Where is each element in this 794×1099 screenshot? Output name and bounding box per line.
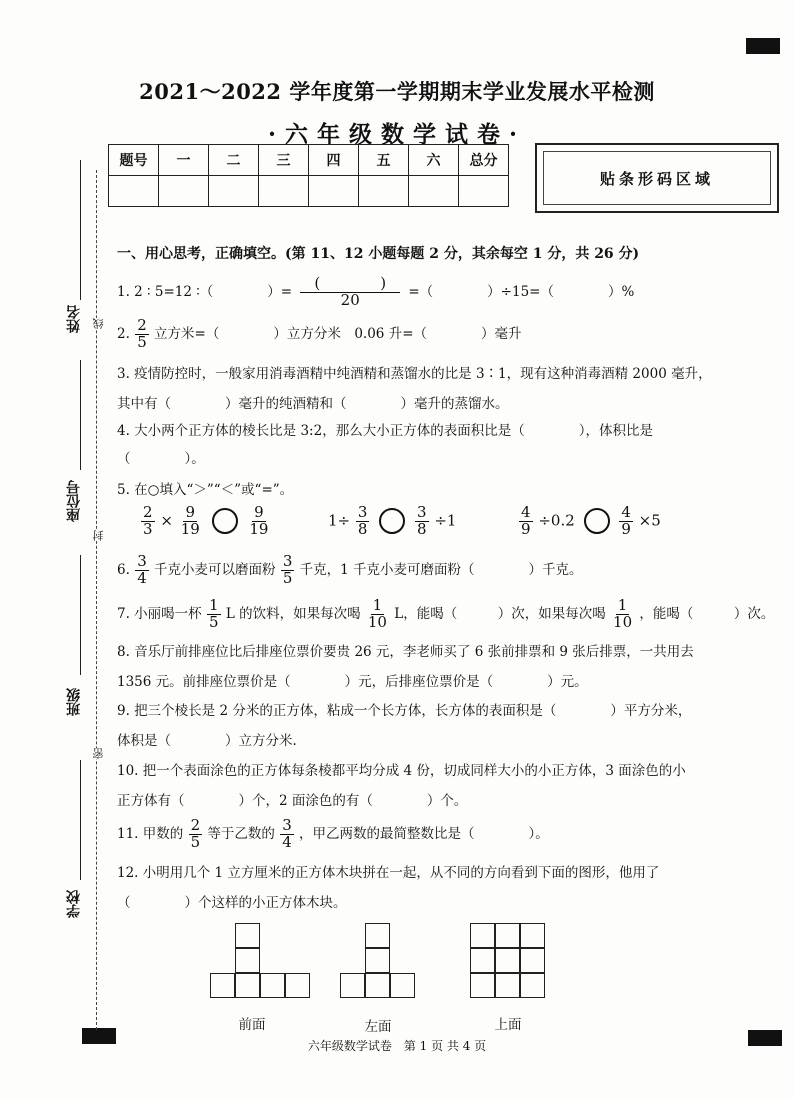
- denominator: 5: [190, 832, 201, 851]
- grid-cell: [470, 973, 495, 998]
- grid-cell: [235, 973, 260, 998]
- q2-text: 立方米=（ ）立方分米 0.06 升=（ ）毫升: [154, 325, 522, 342]
- question-8: [117, 641, 694, 693]
- score-table-header: 六: [409, 145, 459, 176]
- denominator: 9: [521, 519, 531, 538]
- cut-line-label-feng: 封: [92, 530, 105, 541]
- q1-denominator: 20: [340, 290, 360, 309]
- class-label: 班级: [66, 688, 82, 716]
- operator: ×: [160, 511, 173, 530]
- q7-fraction-3: [611, 598, 634, 631]
- score-cell[interactable]: [109, 176, 159, 207]
- q1-fraction: [300, 276, 400, 309]
- q10-line-1: 10. 把一个表面涂色的正方体每条棱都平均分成 4 份，切成同样大小的小正方体，3 面涂色的小: [117, 763, 686, 779]
- grid-cell: [520, 973, 545, 998]
- barcode-area: [535, 143, 779, 213]
- grid-cell: [235, 923, 260, 948]
- score-cell[interactable]: [459, 176, 509, 207]
- numerator: 3: [282, 816, 292, 834]
- left-view-figure: [340, 923, 415, 1001]
- seat-number-label: 座位号: [66, 480, 82, 522]
- q2-fraction: [135, 318, 149, 351]
- school-label: 学校: [66, 890, 82, 918]
- q5e1-fraction-3: [247, 505, 270, 538]
- front-view-figure: [210, 923, 310, 1001]
- denominator: 5: [208, 612, 219, 631]
- question-5: [117, 479, 293, 501]
- score-table: [108, 144, 509, 207]
- score-cell[interactable]: [309, 176, 359, 207]
- score-cell[interactable]: [259, 176, 309, 207]
- question-4: [117, 420, 653, 470]
- denominator: 10: [367, 612, 387, 631]
- score-table-header: 五: [359, 145, 409, 176]
- score-table-header: 题号: [109, 145, 159, 176]
- score-table-header: 总分: [459, 145, 509, 176]
- compare-circle-2[interactable]: [379, 508, 405, 534]
- registration-mark-top-right: [746, 38, 780, 54]
- class-field-line[interactable]: [80, 555, 81, 675]
- question-6: [117, 554, 583, 587]
- denominator: 8: [357, 519, 368, 538]
- top-view-label: 上面: [494, 1017, 522, 1033]
- q7-text-b: L 的饮料，如果每次喝: [225, 605, 361, 622]
- compare-circle-1[interactable]: [212, 508, 238, 534]
- q12-line-2: （ ）个这样的小正方体木块。: [117, 895, 347, 911]
- grid-cell: [495, 973, 520, 998]
- q11-fraction-2: [280, 818, 294, 851]
- cut-line-label-xian: 线: [92, 318, 105, 329]
- q7-text-a: 7. 小丽喝一杯: [117, 605, 202, 622]
- q4-line-2: （ ）。: [117, 451, 205, 467]
- denominator: 9: [621, 519, 631, 538]
- q7-text-c: L，能喝（ ）次，如果每次喝: [394, 605, 606, 622]
- grid-cell: [470, 948, 495, 973]
- grid-cell: [520, 948, 545, 973]
- grid-cell: [390, 973, 415, 998]
- q6-text-a: 千克小麦可以磨面粉: [154, 561, 276, 578]
- q3-line-2: 其中有（ ）毫升的纯酒精和（ ）毫升的蒸馏水。: [117, 396, 509, 412]
- question-3: [117, 363, 712, 415]
- q12-line-1: 12. 小明用几个 1 立方厘米的正方体木块拼在一起，从不同的方向看到下面的图形，他用了: [117, 865, 660, 881]
- q11-text-b: 等于乙数的: [207, 825, 275, 842]
- cut-line-label-mi: 密: [92, 748, 105, 759]
- q11-text-c: ，甲乙两数的最简整数比是（ ）。: [299, 825, 549, 842]
- q6-fraction-2: [281, 554, 295, 587]
- barcode-label: 贴条形码区域: [543, 151, 771, 205]
- q2-denominator: 5: [137, 332, 147, 351]
- numerator: 1: [372, 596, 383, 614]
- numerator: 2: [190, 816, 201, 834]
- numerator: 1: [208, 596, 219, 614]
- score-cell[interactable]: [359, 176, 409, 207]
- q5-expression-3: [518, 505, 661, 538]
- name-label: 姓名: [66, 305, 82, 333]
- denominator: 5: [282, 568, 293, 587]
- q1-text-b: =（ ）÷15=（ ）%: [408, 283, 635, 300]
- q8-line-1: 8. 音乐厅前排座位比后排座位票价要贵 26 元，李老师买了 6 张前排票和 9 张后排票，一共用去: [117, 644, 694, 660]
- numerator: 9: [185, 503, 195, 521]
- q2-number: 2.: [117, 325, 130, 342]
- seat-field-line[interactable]: [80, 360, 81, 470]
- denominator: 4: [282, 832, 292, 851]
- score-table-header-row: [109, 145, 509, 176]
- denominator: 3: [143, 519, 153, 538]
- question-7: [117, 598, 774, 631]
- q4-line-1: 4. 大小两个正方体的棱长比是 3:2，那么大小正方体的表面积比是（ ），体积比是: [117, 423, 653, 439]
- score-table-header: 二: [209, 145, 259, 176]
- q11-fraction-1: [189, 818, 203, 851]
- expression-suffix: ÷1: [434, 511, 457, 530]
- q6-fraction-1: [135, 554, 149, 587]
- q6-number: 6.: [117, 561, 130, 578]
- numerator: 4: [521, 503, 531, 521]
- q11-text-a: 11. 甲数的: [117, 825, 184, 842]
- score-cell[interactable]: [159, 176, 209, 207]
- numerator: 4: [621, 503, 631, 521]
- exam-title: 2021～2022 学年度第一学期期末学业发展水平检测: [139, 79, 655, 104]
- expression-middle: ÷0.2: [538, 511, 575, 530]
- school-field-line[interactable]: [80, 760, 81, 880]
- score-cell[interactable]: [209, 176, 259, 207]
- q5e1-fraction-2: [179, 505, 202, 538]
- q2-numerator: 2: [137, 316, 147, 334]
- grid-cell: [495, 948, 520, 973]
- q3-line-1: 3. 疫情防控时，一般家用消毒酒精中纯酒精和蒸馏水的比是 3∶1，现有这种消毒酒精 2000 毫升，: [117, 366, 712, 382]
- denominator: 10: [613, 612, 633, 631]
- expression-prefix: 1÷: [328, 511, 351, 530]
- numerator: 2: [143, 503, 153, 521]
- q5-instruction: 5. 在○填入“＞”“＜”或“=”。: [117, 482, 294, 498]
- front-view-label: 前面: [238, 1017, 266, 1033]
- q5e2-fraction-1: [356, 505, 370, 538]
- grid-cell: [365, 973, 390, 998]
- question-9: [117, 700, 691, 752]
- score-table-score-row: [109, 176, 509, 207]
- score-table-header: 四: [309, 145, 359, 176]
- name-field-line[interactable]: [80, 160, 81, 300]
- binding-line: [96, 170, 97, 1030]
- numerator: 3: [137, 552, 147, 570]
- grid-cell: [260, 973, 285, 998]
- q9-line-1: 9. 把三个棱长是 2 分米的正方体，粘成一个长方体，长方体的表面积是（ ）平方分米，: [117, 703, 692, 719]
- q7-text-d: ，能喝（ ）次。: [639, 605, 775, 622]
- numerator: 9: [254, 503, 264, 521]
- grid-cell: [520, 923, 545, 948]
- top-view-figure: [470, 923, 548, 1001]
- q5e2-fraction-2: [415, 505, 429, 538]
- grid-cell: [235, 948, 260, 973]
- q10-line-2: 正方体有（ ）个，2 面涂色的有（ ）个。: [117, 793, 468, 809]
- q1-text-a: 1. 2 ∶ 5=12 ∶（ ）=: [117, 283, 293, 300]
- q7-fraction-2: [366, 598, 389, 631]
- page-footer: 六年级数学试卷 第 1 页 共 4 页: [307, 1039, 487, 1053]
- denominator: 4: [137, 568, 147, 587]
- question-12: [117, 862, 659, 914]
- score-table-header: 一: [159, 145, 209, 176]
- q5e3-fraction-1: [519, 505, 533, 538]
- left-view-label: 左面: [364, 1019, 392, 1035]
- q1-numerator[interactable]: ( ): [300, 276, 400, 293]
- denominator: 19: [249, 519, 269, 538]
- question-1: [117, 276, 634, 309]
- grid-cell: [365, 948, 390, 973]
- question-2: [117, 318, 522, 351]
- q5e1-fraction-1: [141, 505, 155, 538]
- q5-expression-2: [328, 505, 456, 538]
- grid-cell: [340, 973, 365, 998]
- score-cell[interactable]: [409, 176, 459, 207]
- q5e3-fraction-2: [619, 505, 633, 538]
- q7-fraction-1: [207, 598, 221, 631]
- q8-line-2: 1356 元。前排座位票价是（ ）元，后排座位票价是（ ）元。: [117, 674, 588, 690]
- compare-circle-3[interactable]: [584, 508, 610, 534]
- section-1-heading: 一、用心思考，正确填空。(第 11、12 小题每题 2 分，其余每空 1 分，共 26 分): [117, 246, 640, 262]
- grid-cell: [285, 973, 310, 998]
- score-table-header: 三: [259, 145, 309, 176]
- numerator: 1: [617, 596, 628, 614]
- denominator: 8: [417, 519, 427, 538]
- question-11: [117, 818, 549, 851]
- q5-expression-1: [140, 505, 271, 538]
- exam-subtitle: ·六年级数学试卷·: [267, 121, 526, 148]
- grid-cell: [365, 923, 390, 948]
- expression-suffix: ×5: [638, 511, 661, 530]
- numerator: 3: [417, 503, 427, 521]
- denominator: 19: [180, 519, 200, 538]
- numerator: 3: [282, 552, 293, 570]
- grid-cell: [470, 923, 495, 948]
- q9-line-2: 体积是（ ）立方分米.: [117, 733, 297, 749]
- grid-cell: [495, 923, 520, 948]
- question-10: [117, 760, 686, 812]
- numerator: 3: [357, 503, 368, 521]
- q6-text-b: 千克，1 千克小麦可磨面粉（ ）千克。: [299, 561, 583, 578]
- grid-cell: [210, 973, 235, 998]
